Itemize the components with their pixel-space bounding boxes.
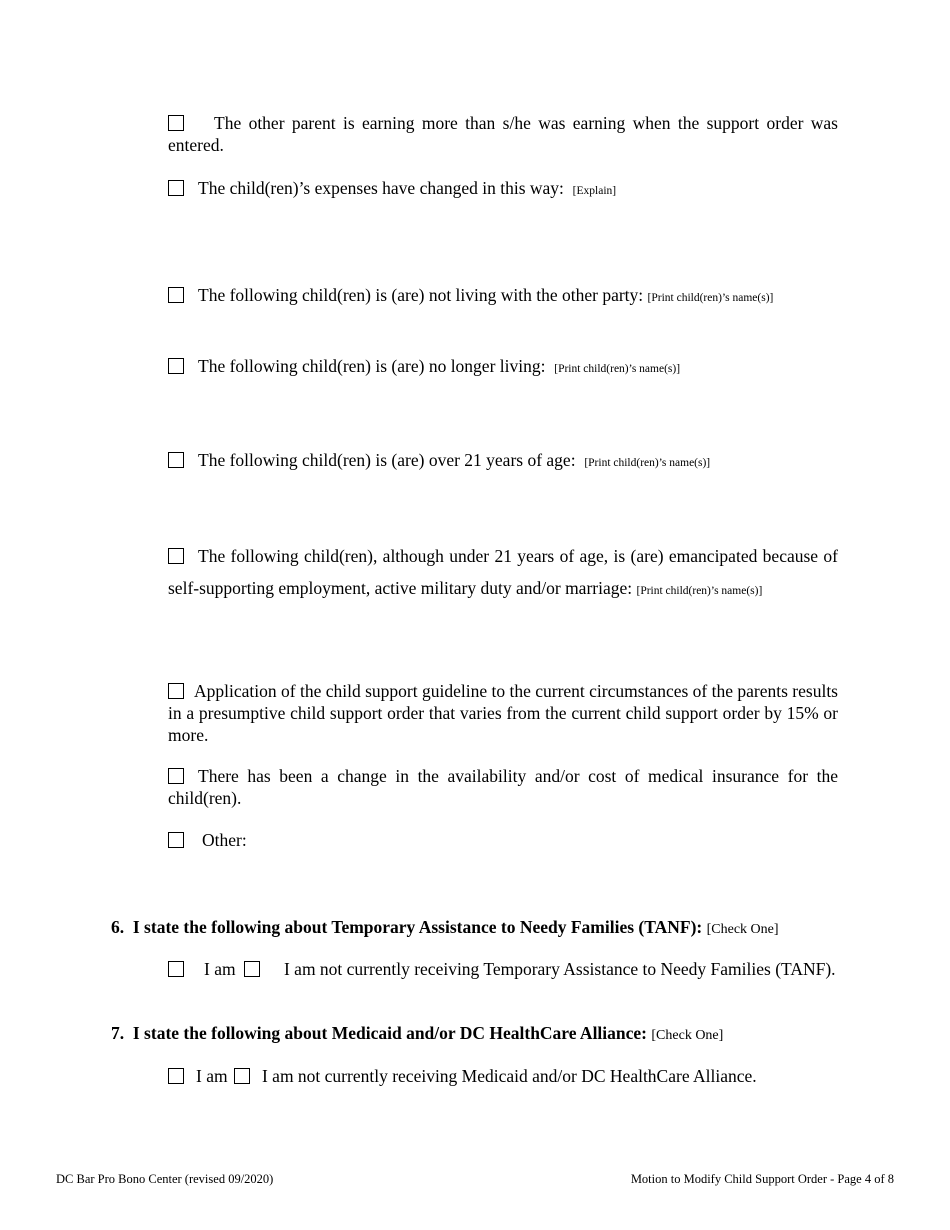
checkbox-medicaid-am[interactable] (168, 1068, 184, 1084)
checkbox-not-living-with[interactable] (168, 287, 184, 303)
option-guideline-text: Application of the child support guideline to the current circumstances of the parents results in a presumptive child support order that varies from the current child support order by 15% or more. (168, 681, 838, 745)
section-7-title: I state the following about Medicaid and/or DC HealthCare Alliance: (132, 1023, 648, 1043)
checkbox-guideline[interactable] (168, 683, 184, 699)
checkbox-medicaid-am-not[interactable] (234, 1068, 250, 1084)
section-7-number: 7. (111, 1023, 125, 1043)
footer-left: DC Bar Pro Bono Center (revised 09/2020) (56, 1172, 274, 1186)
checkbox-expenses[interactable] (168, 180, 184, 196)
option-expenses-text: The child(ren)’s expenses have changed in this way: (198, 178, 564, 198)
check-one-tag: [Check One] (706, 922, 779, 937)
option-guideline (168, 680, 838, 746)
option-insurance-text: There has been a change in the availability and/or cost of medical insurance for the child(ren). (168, 766, 838, 808)
option-no-longer-living (168, 355, 838, 380)
checkbox-over-21[interactable] (168, 452, 184, 468)
section-6-options (168, 958, 838, 980)
option-emancipated-text: The following child(ren), although under 21 years of age, is (are) emancipated because of self-supporting employment, active military duty and/or marriage: (168, 546, 838, 598)
medicaid-am-label: I am (196, 1066, 228, 1086)
option-earning-text: The other parent is earning more than s/he was earning when the support order was entered. (168, 113, 838, 155)
tanf-am-label: I am (204, 959, 236, 979)
section-6-number: 6. (111, 917, 125, 937)
option-expenses (168, 177, 838, 202)
option-other-text: Other: (202, 830, 247, 850)
print-names-tag: [Print child(ren)’s name(s)] (584, 457, 711, 469)
option-no-longer-living-text: The following child(ren) is (are) no longer living: (198, 356, 546, 376)
footer-right: Motion to Modify Child Support Order - Page 4 of 8 (630, 1172, 894, 1186)
option-earning (168, 112, 838, 156)
section-6-title: I state the following about Temporary Assistance to Needy Families (TANF): (132, 917, 703, 937)
check-one-tag: [Check One] (651, 1028, 724, 1043)
checkbox-tanf-am-not[interactable] (244, 961, 260, 977)
checkbox-earning[interactable] (168, 115, 184, 131)
section-6-heading (111, 916, 851, 941)
checkbox-insurance[interactable] (168, 768, 184, 784)
checkbox-no-longer-living[interactable] (168, 358, 184, 374)
tanf-am-not-label: I am not currently receiving Temporary Assistance to Needy Families (TANF). (283, 959, 836, 979)
section-7-heading (111, 1022, 851, 1047)
checkbox-tanf-am[interactable] (168, 961, 184, 977)
medicaid-am-not-label: I am not currently receiving Medicaid and/or DC HealthCare Alliance. (261, 1066, 757, 1086)
checkbox-other[interactable] (168, 832, 184, 848)
option-not-living-with (168, 284, 858, 309)
option-over-21-text: The following child(ren) is (are) over 21 years of age: (198, 450, 576, 470)
option-other (168, 829, 838, 851)
checkbox-emancipated[interactable] (168, 548, 184, 564)
option-over-21 (168, 449, 838, 474)
print-names-tag: [Print child(ren)’s name(s)] (636, 585, 763, 597)
explain-tag: [Explain] (572, 185, 617, 197)
option-not-living-with-text: The following child(ren) is (are) not living with the other party: (198, 285, 644, 305)
print-names-tag: [Print child(ren)’s name(s)] (647, 292, 774, 304)
section-7-options (168, 1065, 838, 1087)
print-names-tag: [Print child(ren)’s name(s)] (554, 363, 681, 375)
option-insurance (168, 765, 838, 809)
option-emancipated (168, 540, 838, 607)
